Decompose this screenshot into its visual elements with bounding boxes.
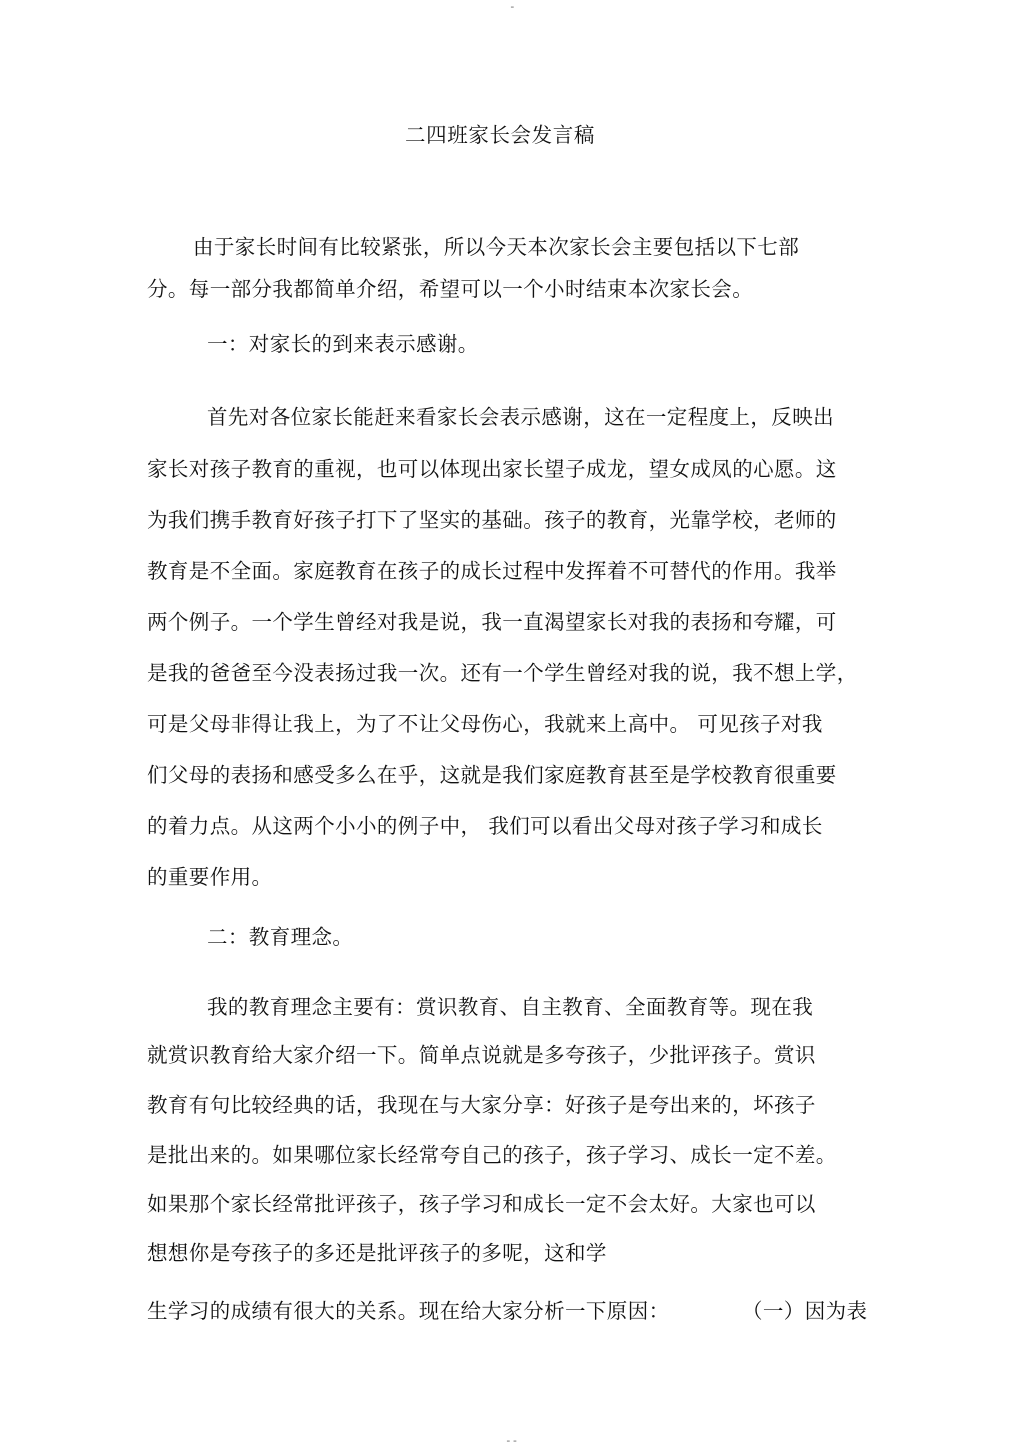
paragraph-line: 如果那个家长经常批评孩子，孩子学习和成长一定不会太好。大家也可以 (147, 1192, 816, 1216)
paragraph-line-tail: （一）因为表 (742, 1299, 868, 1323)
paragraph-line: 分。每一部分我都简单介绍，希望可以一个小时结束本次家长会。 (147, 277, 754, 301)
paragraph-line: 是批出来的。如果哪位家长经常夸自己的孩子，孩子学习、成长一定不差。 (147, 1143, 837, 1167)
paragraph-line: 两个例子。一个学生曾经对我是说，我一直渴望家长对我的表扬和夸耀，可 (147, 610, 837, 634)
footer-mark: -- (505, 1434, 519, 1447)
paragraph-line: 教育有句比较经典的话，我现在与大家分享：好孩子是夸出来的，坏孩子 (147, 1093, 816, 1117)
document-title: 二四班家长会发言稿 (405, 123, 595, 147)
section-heading: 二：教育理念。 (207, 925, 354, 949)
paragraph-line: 可是父母非得让我上，为了不让父母伤心，我就来上高中。 可见孩子对我 (147, 712, 823, 736)
paragraph-line: 是我的爸爸至今没表扬过我一次。还有一个学生曾经对我的说，我不想上学， (147, 661, 858, 685)
paragraph-line: 我的教育理念主要有：赏识教育、自主教育、全面教育等。现在我 (207, 995, 814, 1019)
paragraph-line: 们父母的表扬和感受多么在乎，这就是我们家庭教育甚至是学校教育很重要 (147, 763, 837, 787)
paragraph-line: 由于家长时间有比较紧张，所以今天本次家长会主要包括以下七部 (193, 235, 800, 259)
paragraph-line: 生学习的成绩有很大的关系。现在给大家分析一下原因： (147, 1299, 670, 1323)
header-mark: - (509, 0, 516, 13)
paragraph-line: 就赏识教育给大家介绍一下。简单点说就是多夸孩子，少批评孩子。赏识 (147, 1043, 816, 1067)
paragraph-line: 家长对孩子教育的重视，也可以体现出家长望子成龙，望女成凤的心愿。这 (147, 457, 837, 481)
paragraph-line: 为我们携手教育好孩子打下了坚实的基础。孩子的教育，光靠学校，老师的 (147, 508, 837, 532)
paragraph-line: 的重要作用。 (147, 865, 273, 889)
section-heading: 一：对家长的到来表示感谢。 (207, 332, 479, 356)
paragraph-line: 首先对各位家长能赶来看家长会表示感谢，这在一定程度上，反映出 (207, 405, 834, 429)
paragraph-line: 的着力点。从这两个小小的例子中， 我们可以看出父母对孩子学习和成长 (147, 814, 823, 838)
paragraph-line: 教育是不全面。家庭教育在孩子的成长过程中发挥着不可替代的作用。我举 (147, 559, 837, 583)
paragraph-line: 想想你是夸孩子的多还是批评孩子的多呢，这和学 (147, 1241, 607, 1265)
